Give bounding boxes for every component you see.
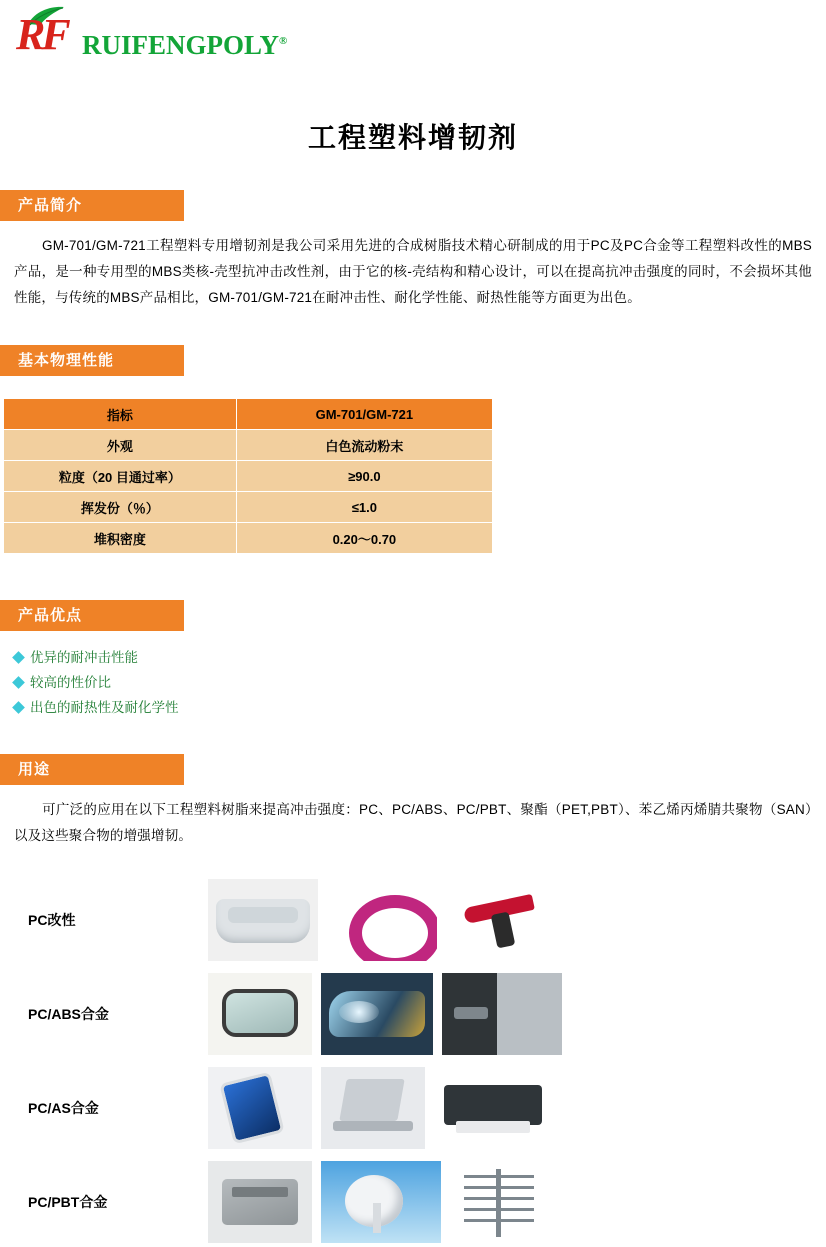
advantages-list: [14, 645, 826, 720]
diamond-bullet-icon: [12, 676, 25, 689]
list-item: [14, 695, 826, 720]
application-label: PC改性: [28, 912, 76, 928]
physical-properties-table: [3, 398, 493, 554]
car-door-handle-photo: [442, 973, 562, 1055]
brand-name-text: RUIFENGPOLY: [82, 30, 280, 60]
table-header-cell: 指标: [4, 399, 237, 430]
red-power-tool-photo: [446, 879, 561, 961]
table-cell-value: 0.20～0.70: [236, 523, 492, 554]
table-row: [4, 430, 493, 461]
ecu-housing-photo: [208, 1161, 312, 1243]
application-images: [208, 973, 562, 1055]
intro-paragraph-text: GM-701/GM-721工程塑料专用增韧剂是我公司采用先进的合成树脂技术精心研制成的用于PC及PC合金等工程塑料改性的MBS产品，是一种专用型的MBS类核-壳型抗冲击改性剂，由于它的核-壳结构和精心设计，可以在提高抗冲击强度的同时，不会损坏其他性能，与传统的MBS产品相比，GM-701/GM-721在耐冲击性、耐化学性能、耐热性能等方面更为出色。: [14, 238, 812, 305]
section-heading-intro: 产品简介: [0, 190, 184, 221]
usage-paragraph: [14, 797, 812, 849]
page-header: [0, 0, 826, 72]
application-row: [0, 969, 826, 1059]
spacer: [0, 554, 826, 600]
table-row: [4, 461, 493, 492]
page-title: 工程塑料增韧剂: [307, 123, 518, 154]
car-headlamp-photo: [321, 973, 433, 1055]
section-heading-physical: 基本物理性能: [0, 345, 184, 376]
application-images: [208, 1067, 552, 1149]
application-label: PC/AS合金: [28, 1100, 99, 1116]
rf-monogram-logo-icon: [14, 10, 76, 60]
table-cell-value: ≤1.0: [236, 492, 492, 523]
table-header-row: [4, 399, 493, 430]
application-label: PC/ABS合金: [28, 1006, 109, 1022]
registered-mark: ®: [279, 35, 288, 47]
list-item-label: 优异的耐冲击性能: [30, 650, 138, 665]
table-cell-value: ≥90.0: [236, 461, 492, 492]
table-cell-label: 外观: [4, 430, 237, 461]
diamond-bullet-icon: [12, 701, 25, 714]
intro-paragraph: [14, 233, 812, 311]
list-item: [14, 670, 826, 695]
table-cell-label: 挥发份（％）: [4, 492, 237, 523]
physical-properties-table-wrap: [2, 398, 826, 554]
application-row: [0, 1157, 826, 1247]
table-cell-label: 堆积密度: [4, 523, 237, 554]
laptop-photo: [321, 1067, 425, 1149]
table-cell-value: 白色流动粉末: [236, 430, 492, 461]
printer-photo: [434, 1067, 552, 1149]
brand-logo: [14, 10, 826, 60]
table-row: [4, 492, 493, 523]
table-header-cell: GM-701/GM-721: [236, 399, 492, 430]
table-row: [4, 523, 493, 554]
spacer: [0, 720, 826, 754]
application-images: [208, 1161, 550, 1243]
tv-antenna-photo: [450, 1161, 550, 1243]
list-item: [14, 645, 826, 670]
usage-paragraph-text: 可广泛的应用在以下工程塑料树脂来提高冲击强度：PC、PC/ABS、PC/PBT、聚酯（PET,PBT）、苯乙烯丙烯腈共聚物（SAN）以及这些聚合物的增强增韧。: [14, 802, 812, 843]
brand-name: [82, 26, 287, 60]
purple-handle-photo: [327, 879, 437, 961]
application-row: [0, 1063, 826, 1153]
section-heading-advantages: 产品优点: [0, 600, 184, 631]
satellite-dish-photo: [321, 1161, 441, 1243]
car-mirror-photo: [208, 973, 312, 1055]
rf-monogram-letters: RF: [16, 10, 67, 59]
table-cell-label: 粒度（20 目通过率）: [4, 461, 237, 492]
section-heading-usage: 用途: [0, 754, 184, 785]
application-label: PC/PBT合金: [28, 1194, 108, 1210]
smartphone-photo: [208, 1067, 312, 1149]
application-row: [0, 875, 826, 965]
car-bumper-photo: [208, 879, 318, 961]
diamond-bullet-icon: [12, 651, 25, 664]
list-item-label: 较高的性价比: [30, 675, 111, 690]
list-item-label: 出色的耐热性及耐化学性: [30, 700, 179, 715]
application-images: [208, 879, 561, 961]
applications-gallery: [0, 875, 826, 1247]
